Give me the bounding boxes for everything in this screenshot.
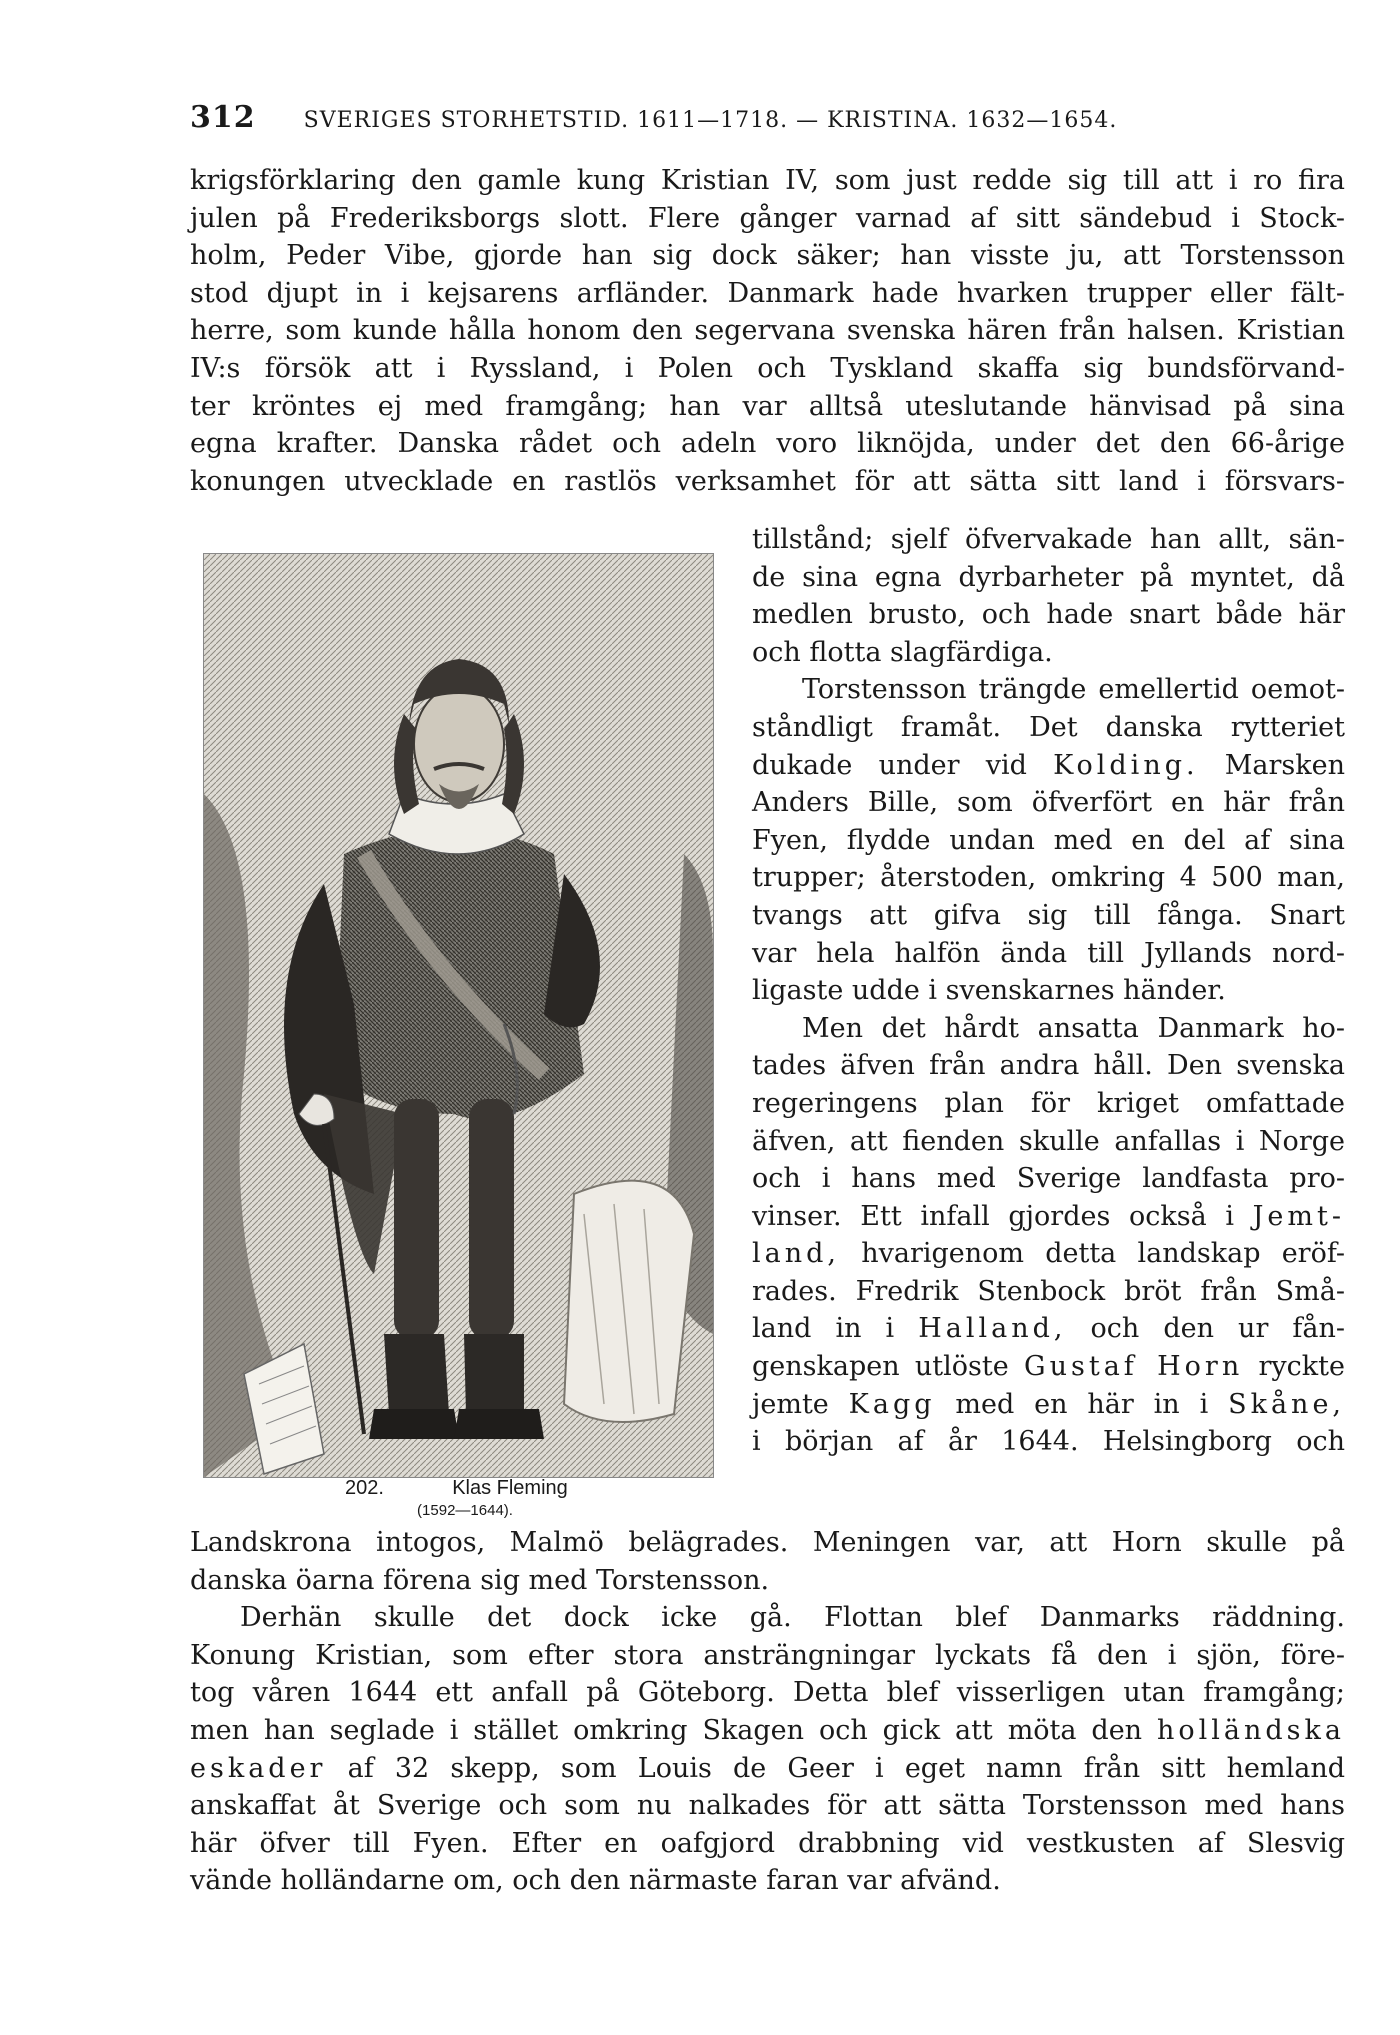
running-header bbox=[190, 100, 1240, 135]
emphasis: eskader bbox=[190, 1752, 327, 1784]
text-line: egna krafter. Danska rådet och adeln voro liknöjda, under det den 66-årige bbox=[190, 428, 1345, 460]
text-span: och den ur fån- bbox=[1066, 1313, 1346, 1345]
figure-title: Klas Fleming bbox=[452, 1477, 568, 1499]
text-line: vände holländarne om, och den närmaste faran var afvänd. bbox=[190, 1865, 1001, 1897]
text-span: Marsken bbox=[1198, 749, 1345, 781]
text-line: konungen utvecklade en rastlös verksamhet för att sätta sitt land i försvars- bbox=[190, 465, 1345, 497]
place-name: Kolding. bbox=[1053, 749, 1199, 781]
text-line bbox=[752, 1198, 1345, 1236]
text-line bbox=[752, 1235, 1345, 1273]
text-line bbox=[190, 1712, 1345, 1750]
text-line: trupper; återstoden, omkring 4 500 man, bbox=[752, 862, 1345, 894]
text-line bbox=[752, 747, 1345, 785]
top-paragraph bbox=[190, 162, 1345, 500]
page-number: 312 bbox=[190, 100, 256, 135]
text-line: tillstånd; sjelf öfvervakade han allt, sän- bbox=[752, 524, 1345, 555]
text-line: och i hans med Sverige landfasta pro- bbox=[752, 1163, 1345, 1195]
text-line: danska öarna förena sig med Torstensson. bbox=[190, 1564, 770, 1596]
text-span: land in i bbox=[752, 1313, 919, 1345]
text-span: hvarigenom detta landskap eröf- bbox=[840, 1238, 1345, 1270]
text-line: tvangs att gifva sig till fånga. Snart bbox=[752, 899, 1345, 931]
place-name: Jemt- bbox=[1252, 1200, 1345, 1232]
figure-number: 202. bbox=[345, 1477, 384, 1499]
text-span: dukade under vid bbox=[752, 749, 1054, 781]
text-line: medlen brusto, och hade snart både här bbox=[752, 599, 1345, 631]
text-span: genskapen utlöste bbox=[752, 1351, 1025, 1383]
place-name: Skåne, bbox=[1228, 1388, 1345, 1420]
text-line bbox=[752, 1386, 1345, 1424]
text-line bbox=[752, 1310, 1345, 1348]
person-name: Gustaf Horn bbox=[1024, 1351, 1244, 1383]
right-column-text bbox=[752, 521, 1345, 1461]
text-line: tog våren 1644 ett anfall på Göteborg. Detta blef visserligen utan framgång; bbox=[190, 1677, 1345, 1709]
person-name: Kagg bbox=[848, 1388, 936, 1420]
emphasis: holländska bbox=[1157, 1714, 1345, 1746]
text-line: julen på Frederiksborgs slott. Flere gånger varnad af sitt sändebud i Stock- bbox=[190, 202, 1345, 234]
place-name: land, bbox=[752, 1238, 840, 1270]
text-line bbox=[752, 1348, 1345, 1386]
figure-dates: (1592—1644). bbox=[417, 1502, 513, 1519]
text-line: Fyen, flydde undan med en del af sina bbox=[752, 824, 1345, 856]
text-line: herre, som kunde hålla honom den segervana svenska hären från halsen. Kristian bbox=[190, 315, 1345, 347]
text-line: krigsförklaring den gamle kung Kristian IV, som just redde sig till att i ro fira bbox=[190, 165, 1345, 196]
text-line: ter kröntes ej med framgång; han var alltså uteslutande hänvisad på sina bbox=[190, 390, 1345, 422]
text-line: IV:s försök att i Ryssland, i Polen och Tyskland skaffa sig bundsförvand- bbox=[190, 352, 1345, 384]
text-span: vinser. Ett infall gjordes också i bbox=[752, 1200, 1253, 1232]
text-line: anskaffat åt Sverige och som nu nalkades för att sätta Torstensson med hans bbox=[190, 1790, 1345, 1822]
text-line: stod djupt in i kejsarens arfländer. Danmark hade hvarken trupper eller fält- bbox=[190, 277, 1345, 309]
text-line: tades äfven från andra håll. Den svenska bbox=[752, 1050, 1345, 1082]
text-line: var hela halfön ända till Jyllands nord- bbox=[752, 937, 1345, 969]
text-span: ryckte bbox=[1243, 1351, 1345, 1383]
text-line: i början af år 1644. Helsingborg och bbox=[752, 1426, 1345, 1458]
place-name: Halland, bbox=[918, 1313, 1067, 1345]
text-line: äfven, att fienden skulle anfallas i Norge bbox=[752, 1125, 1345, 1157]
text-line: holm, Peder Vibe, gjorde han sig dock säker; han visste ju, att Torstensson bbox=[190, 240, 1345, 272]
text-line bbox=[190, 1750, 1345, 1788]
text-line: ståndligt framåt. Det danska rytteriet bbox=[752, 711, 1345, 743]
portrait-illustration bbox=[203, 553, 714, 1478]
text-span: men han seglade i stället omkring Skagen och gick att möta den bbox=[190, 1714, 1157, 1746]
text-line: Anders Bille, som öfverfört en här från bbox=[752, 787, 1345, 819]
text-line: här öfver till Fyen. Efter en oafgjord drabbning vid vestkusten af Slesvig bbox=[190, 1827, 1345, 1859]
text-span: af 32 skepp, som Louis de Geer i eget namn från sitt hemland bbox=[326, 1752, 1345, 1784]
portrait-engraving bbox=[204, 554, 713, 1477]
text-line: rades. Fredrik Stenbock bröt från Små- bbox=[752, 1275, 1345, 1307]
running-title: SVERIGES STORHETSTID. 1611—1718. — KRISTINA. 1632—1654. bbox=[303, 108, 1118, 133]
figure-caption bbox=[345, 1477, 585, 1519]
text-line: Derhän skulle det dock icke gå. Flottan blef Danmarks räddning. bbox=[240, 1602, 1345, 1634]
text-span: jemte bbox=[752, 1388, 849, 1420]
text-line: ligaste udde i svenskarnes händer. bbox=[752, 975, 1226, 1007]
text-line: de sina egna dyrbarheter på myntet, då bbox=[752, 561, 1345, 593]
bottom-paragraphs bbox=[190, 1524, 1345, 1900]
text-line: regeringens plan för kriget omfattade bbox=[752, 1087, 1345, 1119]
text-line: och flotta slagfärdiga. bbox=[752, 636, 1053, 668]
text-span: med en här in i bbox=[935, 1388, 1229, 1420]
text-line: Landskrona intogos, Malmö belägrades. Meningen var, att Horn skulle på bbox=[190, 1527, 1345, 1558]
text-line: Torstensson trängde emellertid oemot- bbox=[802, 674, 1345, 706]
text-line: Men det hårdt ansatta Danmark ho- bbox=[802, 1012, 1345, 1044]
text-line: Konung Kristian, som efter stora ansträngningar lyckats få den i sjön, före- bbox=[190, 1639, 1345, 1671]
